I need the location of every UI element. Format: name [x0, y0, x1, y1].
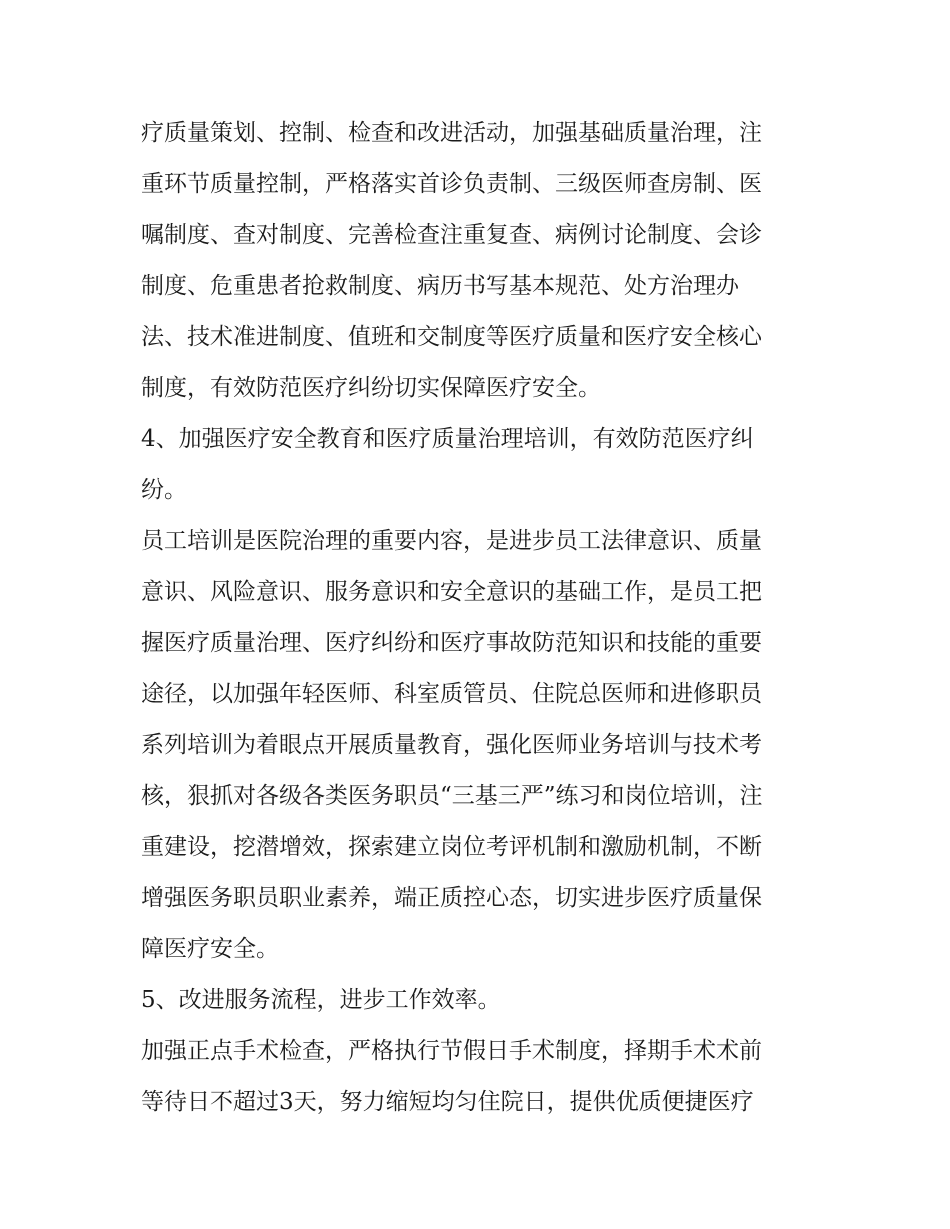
text-line: 法、技术准进制度、值班和交制度等医疗质量和医疗安全核心 — [141, 324, 762, 350]
text-line: 制度、危重患者抢救制度、病历书写基本规范、处方治理办 — [141, 273, 739, 299]
text-line: 重建设，挖潜增效，探索建立岗位考评机制和激励机制，不断 — [141, 834, 762, 860]
text-line: 意识、风险意识、服务意识和安全意识的基础工作，是员工把 — [141, 579, 762, 605]
text-line: 员工培训是医院治理的重要内容，是进步员工法律意识、质量 — [141, 528, 762, 554]
text-line: 疗质量策划、控制、检查和改进活动，加强基础质量治理，注 — [141, 120, 762, 146]
text-line: 握医疗质量治理、医疗纠纷和医疗事故防范知识和技能的重要 — [141, 630, 762, 656]
section-heading-5: 5、改进服务流程，进步工作效率。 — [141, 987, 501, 1013]
text-line: 增强医务职员职业素养，端正质控心态，切实进步医疗质量保 — [141, 885, 762, 911]
text-line: 纷。 — [141, 477, 187, 503]
body-text — [141, 108, 821, 1128]
text-line: 核，狠抓对各级各类医务职员“三基三严”练习和岗位培训，注 — [141, 783, 763, 809]
text-line: 重环节质量控制，严格落实首诊负责制、三级医师查房制、医 — [141, 171, 762, 197]
text-line: 途径，以加强年轻医师、科室质管员、住院总医师和进修职员 — [141, 681, 762, 707]
text-line: 系列培训为着眼点开展质量教育，强化医师业务培训与技术考 — [141, 732, 762, 758]
text-line: 嘱制度、查对制度、完善检查注重复查、病例讨论制度、会诊 — [141, 222, 762, 248]
text-line: 障医疗安全。 — [141, 936, 279, 962]
text-line: 加强正点手术检查，严格执行节假日手术制度，择期手术术前 — [141, 1038, 762, 1064]
text-line: 等待日不超过3天，努力缩短均匀住院日，提供优质便捷医疗 — [141, 1089, 754, 1115]
section-heading-4: 4、加强医疗安全教育和医疗质量治理培训，有效防范医疗纠 — [141, 426, 754, 452]
text-line: 制度，有效防范医疗纠纷切实保障医疗安全。 — [141, 375, 601, 401]
